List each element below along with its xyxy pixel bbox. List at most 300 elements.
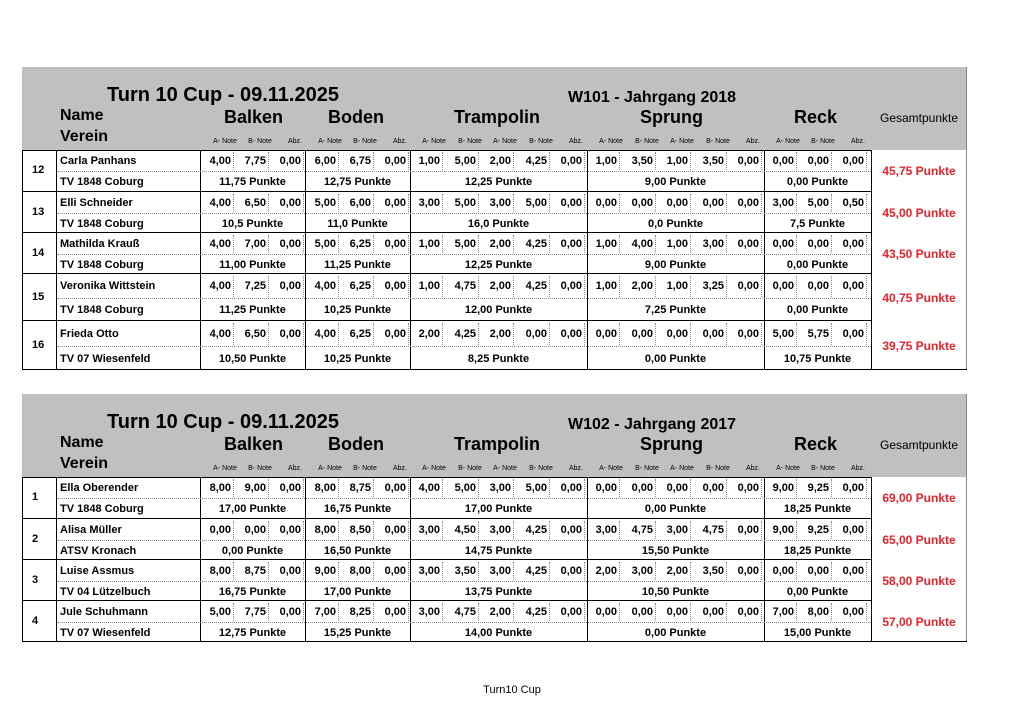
score-type-label: A- Note [776,138,800,145]
cell-divider [726,323,727,345]
apparatus-total: 11,75 Punkte [219,176,286,188]
score-value: 0,00 [737,565,759,577]
cell-divider [761,235,762,253]
score-value: 0,00 [737,238,759,250]
row-midline [57,346,871,347]
score-value: 0,00 [807,280,829,292]
score-value: 0,00 [279,328,301,340]
cell-divider [303,521,304,539]
table-row [22,601,967,642]
score-type-label: B- Note [458,465,482,472]
apparatus-label-sprung: Sprung [640,434,703,454]
athlete-club: TV 1848 Coburg [60,503,144,515]
cell-divider [796,235,797,253]
score-value: 0,00 [560,524,582,536]
score-type-label: A- Note [599,138,623,145]
score-value: 4,00 [209,238,231,250]
score-type-label: B- Note [635,465,659,472]
score-value: 2,00 [666,565,688,577]
score-type-label: A- Note [318,138,342,145]
apparatus-total: 17,00 Punkte [323,586,392,598]
score-value: 3,00 [666,524,688,536]
apparatus-total: 12,00 Punkte [464,304,533,316]
score-value: 0,00 [384,524,406,536]
table-row [22,560,967,601]
rank-number: 2 [32,533,39,545]
cell-divider [761,323,762,345]
apparatus-total: 0,00 Punkte [786,259,849,271]
total-score: 69,00 Punkte [882,491,956,505]
apparatus-total: 13,75 Punkte [464,586,533,598]
score-value: 7,75 [244,155,266,167]
score-value: 0,00 [560,155,582,167]
apparatus-label-balken: Balken [224,434,284,454]
score-value: 0,00 [666,197,688,209]
score-value: 2,00 [418,328,440,340]
cell-divider [513,194,514,212]
cell-divider [796,323,797,345]
cell-divider [831,562,832,580]
row-midline [57,171,871,172]
cell-divider [408,562,409,580]
score-value: 0,00 [525,328,547,340]
cell-divider [408,323,409,345]
cell-divider [303,194,304,212]
score-value: 5,00 [209,606,231,618]
score-value: 2,00 [489,280,511,292]
score-value: 2,00 [489,155,511,167]
score-value: 4,75 [631,524,653,536]
cell-divider [233,562,234,580]
cell-divider [303,479,304,497]
score-value: 0,00 [737,524,759,536]
score-value: 5,00 [454,482,476,494]
table-border [22,150,23,370]
score-value: 0,00 [842,280,864,292]
cell-divider [690,562,691,580]
cell-divider [761,152,762,170]
score-value: 9,00 [772,524,794,536]
cell-divider [584,479,585,497]
score-type-label: A- Note [422,465,446,472]
score-value: 4,25 [525,155,547,167]
score-value: 0,00 [279,524,301,536]
score-type-label: B- Note [811,465,835,472]
cell-divider [690,323,691,345]
score-value: 0,00 [772,280,794,292]
score-type-label: A- Note [493,465,517,472]
score-value: 5,00 [525,482,547,494]
cell-divider [268,152,269,170]
rank-number: 14 [32,247,45,259]
cell-divider [408,152,409,170]
score-type-label: Abz. [392,138,407,145]
score-value: 8,00 [314,482,336,494]
athlete-club: TV 1848 Coburg [60,218,144,230]
score-value: 3,50 [702,155,724,167]
apparatus-total: 16,75 Punkte [323,503,392,515]
score-type-label: Abz. [287,138,302,145]
score-value: 5,00 [454,197,476,209]
table-border [22,150,871,151]
cell-divider [478,603,479,621]
cell-divider [478,323,479,345]
cell-divider [655,194,656,212]
cell-divider [690,152,691,170]
rank-number: 12 [32,164,45,176]
cell-divider [584,276,585,297]
cell-divider [549,235,550,253]
score-type-label: Abz. [850,138,865,145]
apparatus-label-boden: Boden [328,434,384,454]
table-header [22,394,967,477]
apparatus-total: 7,25 Punkte [644,304,707,316]
cell-divider [478,235,479,253]
table-row [22,519,967,560]
category-title: W101 - Jahrgang 2018 [568,89,737,106]
score-type-label: Abz. [745,138,760,145]
cell-divider [373,562,374,580]
apparatus-label-sprung: Sprung [640,107,703,127]
rank-number: 15 [32,291,45,303]
cell-divider [408,235,409,253]
apparatus-total: 17,00 Punkte [218,503,287,515]
athlete-name: Ella Oberender [60,482,139,494]
cell-divider [761,521,762,539]
score-value: 8,00 [314,524,336,536]
cell-divider [513,152,514,170]
score-value: 0,00 [279,280,301,292]
cell-divider [726,479,727,497]
cell-divider [373,194,374,212]
cell-divider [761,479,762,497]
cell-divider [303,235,304,253]
athlete-name: Veronika Wittstein [60,280,156,292]
score-value: 0,00 [737,280,759,292]
cell-divider [549,603,550,621]
score-value: 8,00 [209,482,231,494]
score-value: 0,00 [244,524,266,536]
score-type-label: Abz. [287,465,302,472]
apparatus-label-reck: Reck [794,434,838,454]
cell-divider [831,235,832,253]
row-midline [57,298,871,299]
cell-divider [655,479,656,497]
score-value: 0,00 [560,328,582,340]
score-value: 0,00 [560,482,582,494]
cell-divider [726,521,727,539]
score-value: 5,00 [772,328,794,340]
cell-divider [796,603,797,621]
score-value: 0,00 [384,197,406,209]
cell-divider [619,152,620,170]
score-value: 1,00 [595,238,617,250]
apparatus-total: 0,00 Punkte [644,627,707,639]
score-value: 5,00 [454,238,476,250]
cell-divider [866,521,867,539]
score-value: 5,00 [525,197,547,209]
score-type-label: B- Note [529,138,553,145]
score-value: 0,00 [560,565,582,577]
cell-divider [373,276,374,297]
cell-divider [796,276,797,297]
apparatus-total: 15,50 Punkte [641,545,710,557]
score-value: 0,00 [631,328,653,340]
athlete-club: TV 07 Wiesenfeld [60,627,151,639]
table-border [966,67,967,370]
row-midline [57,581,871,582]
cell-divider [303,603,304,621]
score-value: 0,00 [666,328,688,340]
cell-divider [761,603,762,621]
cell-divider [831,479,832,497]
score-value: 9,25 [807,524,829,536]
rank-number: 4 [32,615,39,627]
score-value: 3,50 [631,155,653,167]
apparatus-total: 17,00 Punkte [464,503,533,515]
score-value: 0,00 [384,155,406,167]
total-score: 58,00 Punkte [882,574,956,588]
apparatus-total: 11,0 Punkte [327,218,388,230]
cell-divider [268,194,269,212]
table-row [22,150,967,192]
cell-divider [690,194,691,212]
score-value: 3,00 [489,565,511,577]
athlete-name: Alisa Müller [60,524,122,536]
total-column-label: Gesamtpunkte [880,438,959,452]
score-value: 0,00 [384,280,406,292]
apparatus-total: 10,25 Punkte [323,304,392,316]
score-value: 0,00 [560,606,582,618]
score-value: 3,00 [418,524,440,536]
total-score: 45,75 Punkte [882,164,956,178]
cell-divider [726,603,727,621]
total-score: 45,00 Punkte [882,206,956,220]
score-type-label: B- Note [353,465,377,472]
score-value: 7,00 [314,606,336,618]
score-value: 9,00 [244,482,266,494]
score-value: 5,00 [314,238,336,250]
score-value: 1,00 [418,238,440,250]
cell-divider [513,323,514,345]
rank-number: 1 [32,491,39,503]
table-border [22,641,967,642]
athlete-name: Jule Schuhmann [60,606,149,618]
apparatus-total: 12,25 Punkte [464,176,533,188]
athlete-name: Carla Panhans [60,155,137,167]
cell-divider [726,194,727,212]
cell-divider [268,603,269,621]
cell-divider [549,323,550,345]
score-value: 3,00 [418,606,440,618]
apparatus-total: 0,00 Punkte [221,545,284,557]
score-value: 0,00 [842,328,864,340]
score-value: 0,00 [842,238,864,250]
cell-divider [761,276,762,297]
score-value: 6,00 [314,155,336,167]
athlete-club: TV 04 Lützelbuch [60,586,151,598]
score-value: 8,25 [349,606,371,618]
score-value: 0,00 [737,606,759,618]
score-value: 4,75 [702,524,724,536]
cell-divider [442,194,443,212]
score-value: 0,00 [384,606,406,618]
row-midline [57,622,871,623]
cell-divider [619,562,620,580]
cell-divider [619,276,620,297]
cell-divider [584,562,585,580]
table-row [22,477,967,519]
athlete-club: TV 1848 Coburg [60,304,144,316]
cell-divider [303,152,304,170]
cell-divider [655,562,656,580]
cell-divider [338,479,339,497]
table-row [22,233,967,274]
table-body [22,477,967,642]
cell-divider [726,235,727,253]
table-border [22,477,23,642]
score-value: 9,25 [807,482,829,494]
cell-divider [831,276,832,297]
cell-divider [408,521,409,539]
score-value: 8,00 [209,565,231,577]
cell-divider [549,521,550,539]
score-type-label: A- Note [670,138,694,145]
cell-divider [233,276,234,297]
cell-divider [831,152,832,170]
cell-divider [478,194,479,212]
cell-divider [268,479,269,497]
cell-divider [619,521,620,539]
apparatus-total: 11,25 Punkte [324,259,391,271]
cell-divider [690,521,691,539]
score-value: 3,00 [702,238,724,250]
apparatus-label-balken: Balken [224,107,284,127]
table-row [22,321,967,370]
score-value: 4,00 [209,155,231,167]
cell-divider [478,521,479,539]
cell-divider [373,152,374,170]
score-value: 0,00 [595,606,617,618]
score-value: 0,00 [279,197,301,209]
cell-divider [831,603,832,621]
competition-title: Turn 10 Cup - 09.11.2025 [107,84,339,106]
cell-divider [373,479,374,497]
apparatus-total: 15,25 Punkte [323,627,392,639]
cell-divider [338,194,339,212]
apparatus-total: 8,25 Punkte [467,353,530,365]
score-value: 0,00 [631,606,653,618]
cell-divider [726,152,727,170]
score-value: 4,50 [454,524,476,536]
cell-divider [549,152,550,170]
score-value: 0,00 [842,524,864,536]
apparatus-total: 15,00 Punkte [783,627,852,639]
cell-divider [338,323,339,345]
cell-divider [866,235,867,253]
score-value: 0,00 [666,482,688,494]
apparatus-total: 10,50 Punkte [641,586,710,598]
score-value: 0,00 [209,524,231,536]
score-value: 1,00 [595,155,617,167]
club-column-label: Verein [60,128,109,145]
score-value: 6,25 [349,328,371,340]
results-table-1 [22,67,967,370]
score-value: 1,00 [666,155,688,167]
cell-divider [866,603,867,621]
score-value: 6,25 [349,238,371,250]
cell-divider [478,152,479,170]
score-value: 0,00 [595,482,617,494]
score-value: 0,00 [702,606,724,618]
competition-title: Turn 10 Cup - 09.11.2025 [107,411,339,433]
apparatus-total: 0,00 Punkte [786,176,849,188]
score-type-label: A- Note [670,465,694,472]
cell-divider [233,194,234,212]
apparatus-total: 14,00 Punkte [464,627,533,639]
score-value: 0,00 [702,482,724,494]
cell-divider [549,479,550,497]
category-title: W102 - Jahrgang 2017 [568,416,737,433]
cell-divider [338,276,339,297]
name-column-label: Name [60,434,104,451]
score-type-label: B- Note [248,138,272,145]
apparatus-total: 0,00 Punkte [786,304,849,316]
cell-divider [513,562,514,580]
score-value: 1,00 [418,155,440,167]
row-midline [57,540,871,541]
score-value: 2,00 [631,280,653,292]
score-value: 0,00 [384,238,406,250]
cell-divider [513,479,514,497]
score-value: 0,00 [807,565,829,577]
apparatus-total: 10,5 Punkte [221,218,284,230]
athlete-name: Luise Assmus [60,565,135,577]
table-border [22,477,871,478]
cell-divider [761,562,762,580]
cell-divider [233,235,234,253]
athlete-club: ATSV Kronach [60,545,137,557]
cell-divider [655,276,656,297]
score-value: 0,00 [560,197,582,209]
score-value: 8,00 [807,606,829,618]
apparatus-total: 14,75 Punkte [464,545,533,557]
cell-divider [866,276,867,297]
score-type-label: B- Note [458,138,482,145]
score-type-label: Abz. [568,465,583,472]
cell-divider [338,521,339,539]
cell-divider [233,479,234,497]
row-midline [57,254,871,255]
score-value: 4,00 [209,328,231,340]
score-type-label: A- Note [493,138,517,145]
score-type-label: A- Note [213,138,237,145]
cell-divider [513,276,514,297]
rank-number: 3 [32,574,39,586]
score-value: 1,00 [595,280,617,292]
cell-divider [513,521,514,539]
score-value: 0,00 [279,238,301,250]
score-type-label: A- Note [599,465,623,472]
score-value: 3,00 [418,197,440,209]
athlete-club: TV 1848 Coburg [60,176,144,188]
table-row [22,274,967,321]
rank-number: 13 [32,206,45,218]
total-column-label: Gesamtpunkte [880,111,959,125]
cell-divider [619,235,620,253]
score-value: 9,00 [314,565,336,577]
score-value: 0,00 [560,238,582,250]
